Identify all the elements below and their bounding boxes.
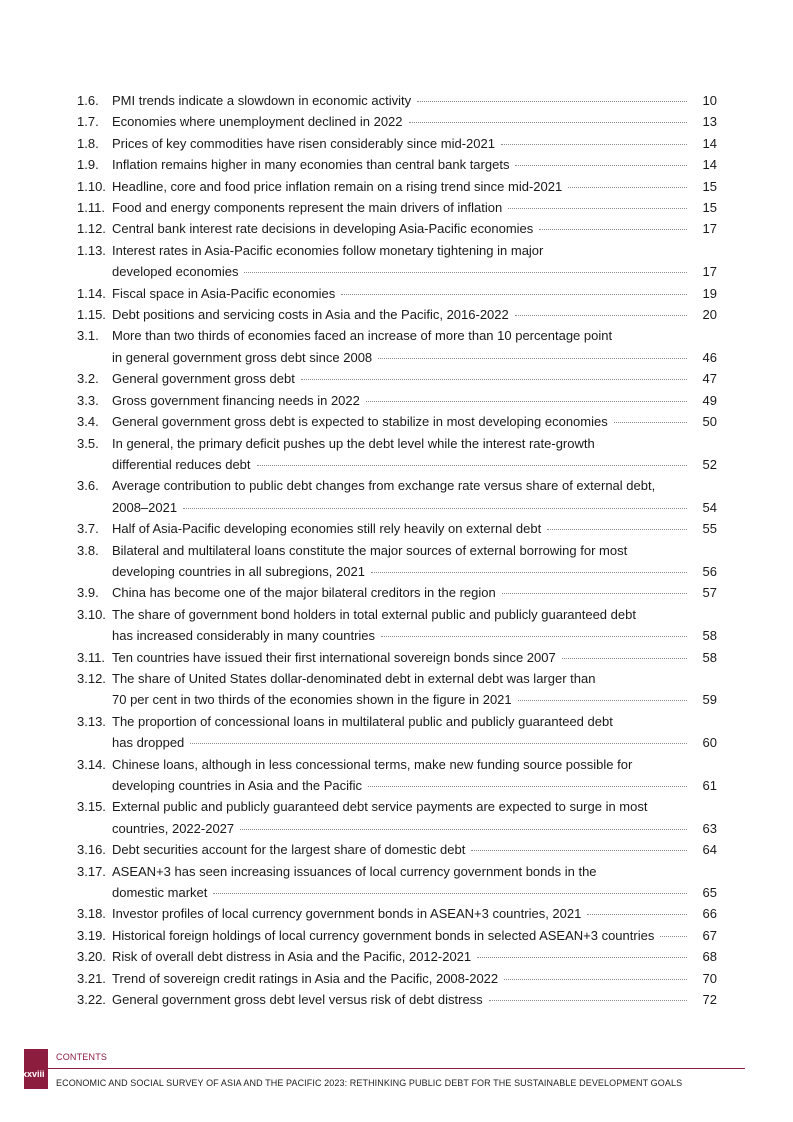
figure-number: 3.2. [77, 371, 99, 387]
toc-entry[interactable] [77, 283, 717, 304]
toc-entry[interactable] [77, 176, 717, 197]
toc-entry[interactable] [77, 90, 717, 111]
page-ref: 67 [702, 927, 717, 943]
figure-title: developed economies [112, 264, 239, 280]
toc-entry[interactable] [77, 390, 717, 411]
dot-leader [568, 187, 687, 188]
figure-number: 3.1. [77, 328, 99, 344]
figure-title: Food and energy components represent the main drivers of inflation [112, 200, 503, 216]
page-ref: 15 [702, 178, 717, 194]
toc-entry[interactable] [77, 861, 717, 904]
dot-leader [587, 914, 687, 915]
figure-number: 3.7. [77, 521, 99, 537]
dot-leader [508, 208, 687, 209]
dot-leader [504, 979, 687, 980]
page-ref: 66 [702, 906, 717, 922]
page-ref: 14 [702, 157, 717, 173]
toc-entry[interactable] [77, 240, 717, 283]
figure-title: Gross government financing needs in 2022 [112, 392, 360, 408]
page-ref: 68 [702, 949, 717, 965]
figure-title: differential reduces debt [112, 456, 251, 472]
figure-title: Ten countries have issued their first international sovereign bonds since 2007 [112, 649, 556, 665]
page-ref: 17 [702, 264, 717, 280]
figure-title: Inflation remains higher in many economies than central bank targets [112, 157, 510, 173]
dot-leader [190, 743, 687, 744]
page-ref: 58 [702, 628, 717, 644]
figure-number: 3.14. [77, 756, 106, 772]
toc-entry[interactable] [77, 433, 717, 476]
figure-title: Central bank interest rate decisions in developing Asia-Pacific economies [112, 221, 534, 237]
figure-number: 3.20. [77, 949, 106, 965]
dot-leader [240, 829, 687, 830]
figure-title: has increased considerably in many countries [112, 628, 376, 644]
page-ref: 63 [702, 820, 717, 836]
figure-title: developing countries in all subregions, 2021 [112, 563, 365, 579]
figure-number: 3.15. [77, 799, 106, 815]
figure-title: General government gross debt level versus risk of debt distress [112, 992, 483, 1008]
toc-entry[interactable] [77, 754, 717, 797]
toc-entry[interactable] [77, 946, 717, 967]
figure-title: countries, 2022-2027 [112, 820, 235, 836]
figure-number: 3.6. [77, 478, 99, 494]
table-of-figures [77, 90, 717, 1010]
figure-number: 3.18. [77, 906, 106, 922]
toc-entry[interactable] [77, 368, 717, 389]
footer-rule [48, 1068, 745, 1069]
figure-number: 3.19. [77, 927, 106, 943]
figure-title: PMI trends indicate a slowdown in economic activity [112, 93, 412, 108]
figure-title: Chinese loans, although in less concessional terms, make new funding source possible for [112, 756, 633, 772]
dot-leader [471, 850, 687, 851]
page-ref: 47 [702, 371, 717, 387]
footer-section-title: CONTENTS [56, 1052, 108, 1062]
figure-number: 1.13. [77, 242, 106, 258]
figure-title: Fiscal space in Asia-Pacific economies [112, 285, 336, 301]
figure-title: Historical foreign holdings of local currency government bonds in selected ASEAN+3 countries [112, 927, 655, 943]
figure-number: 3.11. [77, 649, 105, 665]
dot-leader [501, 144, 687, 145]
figure-title: Headline, core and food price inflation remain on a rising trend since mid-2021 [112, 178, 563, 194]
page-ref: 49 [702, 392, 717, 408]
dot-leader [378, 358, 687, 359]
figure-number: 3.3. [77, 392, 99, 408]
toc-entry[interactable] [77, 647, 717, 668]
page-ref: 17 [702, 221, 717, 237]
dot-leader [213, 893, 687, 894]
dot-leader [341, 294, 687, 295]
toc-entry[interactable] [77, 411, 717, 432]
figure-title: has dropped [112, 735, 185, 751]
figure-number: 1.6. [77, 93, 99, 108]
toc-entry[interactable] [77, 989, 717, 1010]
toc-entry[interactable] [77, 304, 717, 325]
figure-number: 1.11. [77, 200, 105, 216]
page-footer [0, 1046, 793, 1122]
dot-leader [371, 572, 687, 573]
toc-entry[interactable] [77, 968, 717, 989]
dot-leader [417, 101, 687, 102]
figure-number: 3.8. [77, 542, 99, 558]
toc-entry[interactable] [77, 154, 717, 175]
figure-title: More than two thirds of economies faced an increase of more than 10 percentage point [112, 328, 613, 344]
toc-entry[interactable] [77, 540, 717, 583]
dot-leader [183, 508, 687, 509]
figure-number: 1.10. [77, 178, 106, 194]
figure-title: Debt securities account for the largest share of domestic debt [112, 842, 466, 858]
toc-entry[interactable] [77, 839, 717, 860]
figure-number: 3.13. [77, 713, 106, 729]
dot-leader [409, 122, 687, 123]
toc-entry[interactable] [77, 903, 717, 924]
toc-entry[interactable] [77, 197, 717, 218]
figure-title: General government gross debt is expected to stabilize in most developing economies [112, 414, 608, 430]
dot-leader [366, 401, 687, 402]
figure-number: 1.12. [77, 221, 106, 237]
toc-entry[interactable] [77, 604, 717, 647]
figure-number: 3.22. [77, 992, 106, 1008]
page-ref: 15 [702, 200, 717, 216]
page-ref: 10 [702, 93, 717, 108]
page-ref: 57 [702, 585, 717, 601]
figure-title: Interest rates in Asia-Pacific economies follow monetary tightening in major [112, 242, 544, 258]
dot-leader [518, 700, 687, 701]
figure-title: The share of United States dollar-denominated debt in external debt was larger than [112, 670, 596, 686]
page-ref: 72 [702, 992, 717, 1008]
page-ref: 14 [702, 135, 717, 151]
toc-entry[interactable] [77, 475, 717, 518]
page-ref: 52 [702, 456, 717, 472]
page-ref: 50 [702, 414, 717, 430]
figure-number: 1.8. [77, 135, 99, 151]
figure-title: 2008–2021 [112, 499, 178, 515]
figure-number: 1.14. [77, 285, 106, 301]
figure-title: in general government gross debt since 2008 [112, 349, 373, 365]
dot-leader [614, 422, 687, 423]
dot-leader [368, 786, 687, 787]
figure-title: Average contribution to public debt changes from exchange rate versus share of external debt, [112, 478, 656, 494]
figure-title: In general, the primary deficit pushes up the debt level while the interest rate-growth [112, 435, 595, 451]
figure-number: 3.21. [77, 970, 106, 986]
page-number: xxviii [22, 1069, 45, 1079]
toc-entry[interactable] [77, 582, 717, 603]
dot-leader [244, 272, 687, 273]
toc-entry[interactable] [77, 711, 717, 754]
figure-title: Risk of overall debt distress in Asia and the Pacific, 2012-2021 [112, 949, 472, 965]
figure-title: Investor profiles of local currency government bonds in ASEAN+3 countries, 2021 [112, 906, 582, 922]
dot-leader [515, 315, 687, 316]
figure-title: Trend of sovereign credit ratings in Asia and the Pacific, 2008-2022 [112, 970, 499, 986]
figure-title: General government gross debt [112, 371, 295, 387]
page-ref: 60 [702, 735, 717, 751]
page-ref: 13 [702, 114, 717, 130]
page-ref: 56 [702, 563, 717, 579]
figure-number: 3.5. [77, 435, 99, 451]
dot-leader [477, 957, 687, 958]
page-ref: 58 [702, 649, 717, 665]
figure-number: 1.7. [77, 114, 99, 130]
figure-title: The share of government bond holders in total external public and publicly guaranteed debt [112, 606, 636, 622]
page-ref: 55 [702, 521, 717, 537]
dot-leader [660, 936, 687, 937]
figure-number: 3.10. [77, 606, 106, 622]
dot-leader [301, 379, 687, 380]
figure-number: 3.4. [77, 414, 99, 430]
page-ref: 46 [702, 349, 717, 365]
dot-leader [489, 1000, 687, 1001]
figure-title: Prices of key commodities have risen considerably since mid-2021 [112, 135, 495, 151]
figure-title: developing countries in Asia and the Pacific [112, 778, 363, 793]
figure-title: The proportion of concessional loans in multilateral public and publicly guaranteed debt [112, 713, 613, 729]
page-ref: 59 [702, 692, 717, 708]
toc-entry[interactable] [77, 325, 717, 368]
page-ref: 54 [702, 499, 717, 515]
figure-number: 3.17. [77, 863, 106, 879]
dot-leader [547, 529, 687, 530]
figure-number: 3.9. [77, 585, 99, 601]
figure-number: 1.9. [77, 157, 99, 173]
footer-publication-title: ECONOMIC AND SOCIAL SURVEY OF ASIA AND THE PACIFIC 2023: RETHINKING PUBLIC DEBT FOR THE SUSTAINABLE DEVELOPMENT GOALS [56, 1078, 683, 1088]
figure-number: 3.16. [77, 842, 106, 858]
toc-entry[interactable] [77, 218, 717, 239]
figure-title: External public and publicly guaranteed debt service payments are expected to surge in most [112, 799, 648, 815]
figure-title: Bilateral and multilateral loans constitute the major sources of external borrowing for most [112, 542, 628, 558]
figure-title: Debt positions and servicing costs in Asia and the Pacific, 2016-2022 [112, 307, 509, 323]
toc-entry[interactable] [77, 111, 717, 132]
dot-leader [257, 465, 687, 466]
figure-title: 70 per cent in two thirds of the economies shown in the figure in 2021 [112, 692, 512, 708]
figure-title: Half of Asia-Pacific developing economies still rely heavily on external debt [112, 521, 542, 537]
page-ref: 64 [702, 842, 717, 858]
toc-entry[interactable] [77, 925, 717, 946]
dot-leader [502, 593, 687, 594]
figure-title: domestic market [112, 885, 208, 901]
page-ref: 61 [702, 778, 717, 793]
dot-leader [381, 636, 687, 637]
page-ref: 65 [702, 885, 717, 901]
dot-leader [539, 229, 687, 230]
toc-entry[interactable] [77, 796, 717, 839]
page-ref: 70 [702, 970, 717, 986]
figure-number: 1.15. [77, 307, 106, 323]
figure-title: Economies where unemployment declined in 2022 [112, 114, 403, 130]
dot-leader [515, 165, 687, 166]
toc-entry[interactable] [77, 668, 717, 711]
dot-leader [562, 658, 687, 659]
toc-entry[interactable] [77, 133, 717, 154]
figure-number: 3.12. [77, 670, 106, 686]
page-ref: 20 [702, 307, 717, 323]
toc-entry[interactable] [77, 518, 717, 539]
figure-title: ASEAN+3 has seen increasing issuances of local currency government bonds in the [112, 863, 597, 879]
figure-title: China has become one of the major bilateral creditors in the region [112, 585, 496, 601]
page-ref: 19 [702, 285, 717, 301]
